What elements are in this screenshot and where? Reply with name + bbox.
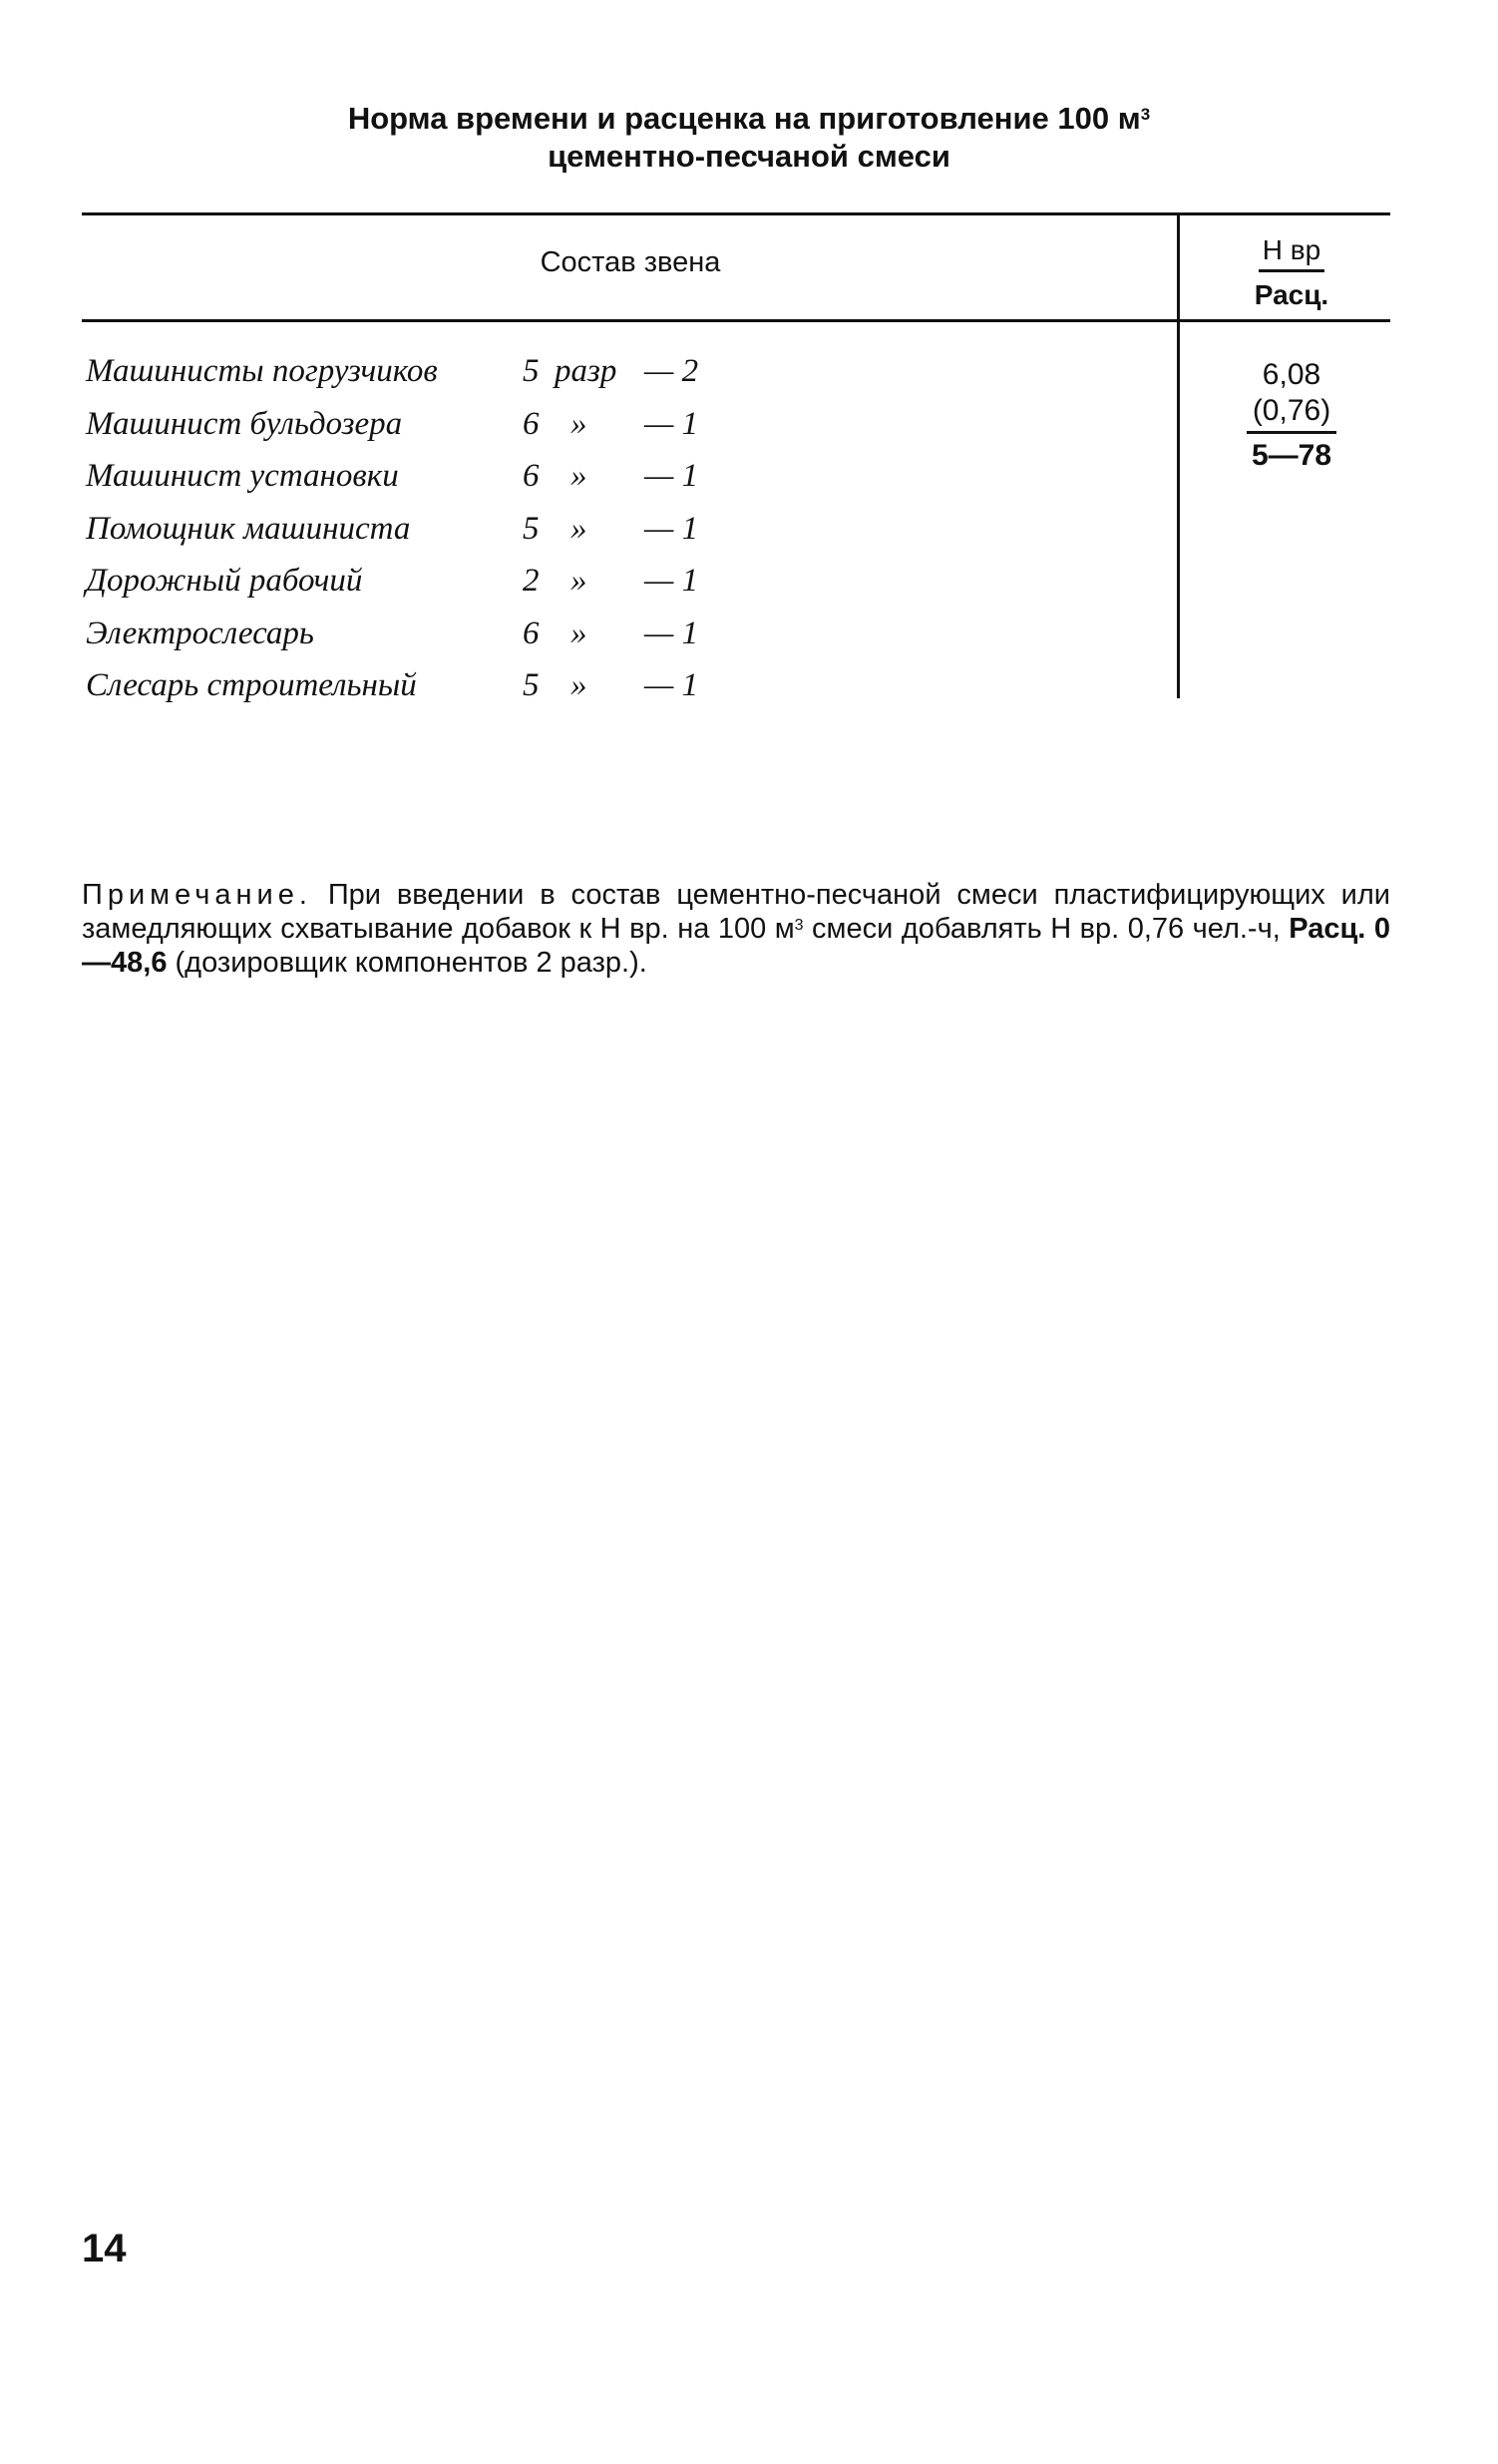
norm-header-bottom: Расц. [1254, 279, 1329, 310]
worker-count: — 1 [644, 615, 699, 651]
table-header-rule [82, 319, 1390, 322]
note-lead: Примечание. [82, 879, 312, 911]
worker-grade: 6 [523, 458, 540, 494]
worker-name: Слесарь строительный [86, 667, 417, 703]
title-line-1: Норма времени и расценка на приготовление 100 $м^3$ [347, 101, 1151, 136]
norm-time-value: 6,08 [1262, 358, 1321, 391]
worker-name: Машинист установки [86, 458, 399, 494]
table-top-rule [82, 212, 1390, 215]
rate-value: 5—78 [1251, 439, 1332, 472]
worker-name: Дорожный рабочий [86, 563, 363, 599]
page-number: 14 [82, 2227, 127, 2270]
worker-count: — 1 [644, 563, 699, 599]
norm-time-secondary: (0,76) [1247, 393, 1336, 434]
column-header-composition: Состав звена [540, 246, 721, 278]
worker-count: — 1 [644, 405, 699, 442]
worker-name: Машинисты погрузчиков [86, 353, 438, 389]
worker-count: — 2 [644, 353, 699, 389]
note-text-1: При введении в состав цементно-песчаной смеси пластифицирующих или замедляющих схватывание добавок к Н вр. на 100 м [82, 879, 1390, 945]
worker-grade: 5 [523, 667, 540, 703]
worker-count: — 1 [644, 667, 699, 703]
page-title [0, 100, 1498, 176]
footnote [82, 878, 1390, 980]
worker-grade-unit: » [570, 458, 587, 494]
worker-grade-unit: » [570, 405, 587, 442]
worker-count: — 1 [644, 458, 699, 494]
worker-grade: 2 [523, 563, 540, 599]
worker-grade-unit: разр [555, 353, 617, 389]
note-text-3: (дозировщик компонентов 2 разр.). [167, 947, 647, 979]
worker-grade-unit: » [570, 615, 587, 651]
norm-header-top: Н вр [1259, 233, 1324, 272]
table-column-divider [1177, 212, 1180, 698]
note-superscript: 3 [794, 917, 804, 934]
title-line-2: цементно-песчаной смеси [548, 139, 950, 174]
worker-name: Электрослесарь [86, 615, 314, 651]
worker-grade: 5 [523, 353, 540, 389]
note-bold-rate: Расц. 0—48,6 [82, 913, 1390, 979]
worker-grade-unit: » [570, 667, 587, 703]
worker-grade: 6 [523, 405, 540, 442]
norm-values [1207, 357, 1376, 474]
note-text-2: смеси добавлять Н вр. 0,76 чел.-ч, [803, 913, 1290, 945]
worker-name: Машинист бульдозера [86, 405, 403, 442]
worker-grade-unit: » [570, 510, 587, 547]
worker-grade: 5 [523, 510, 540, 547]
worker-name: Помощник машиниста [86, 510, 411, 547]
worker-grade: 6 [523, 615, 540, 651]
worker-grade-unit: » [570, 563, 587, 599]
column-header-norm [1187, 233, 1396, 312]
worker-count: — 1 [644, 510, 699, 547]
